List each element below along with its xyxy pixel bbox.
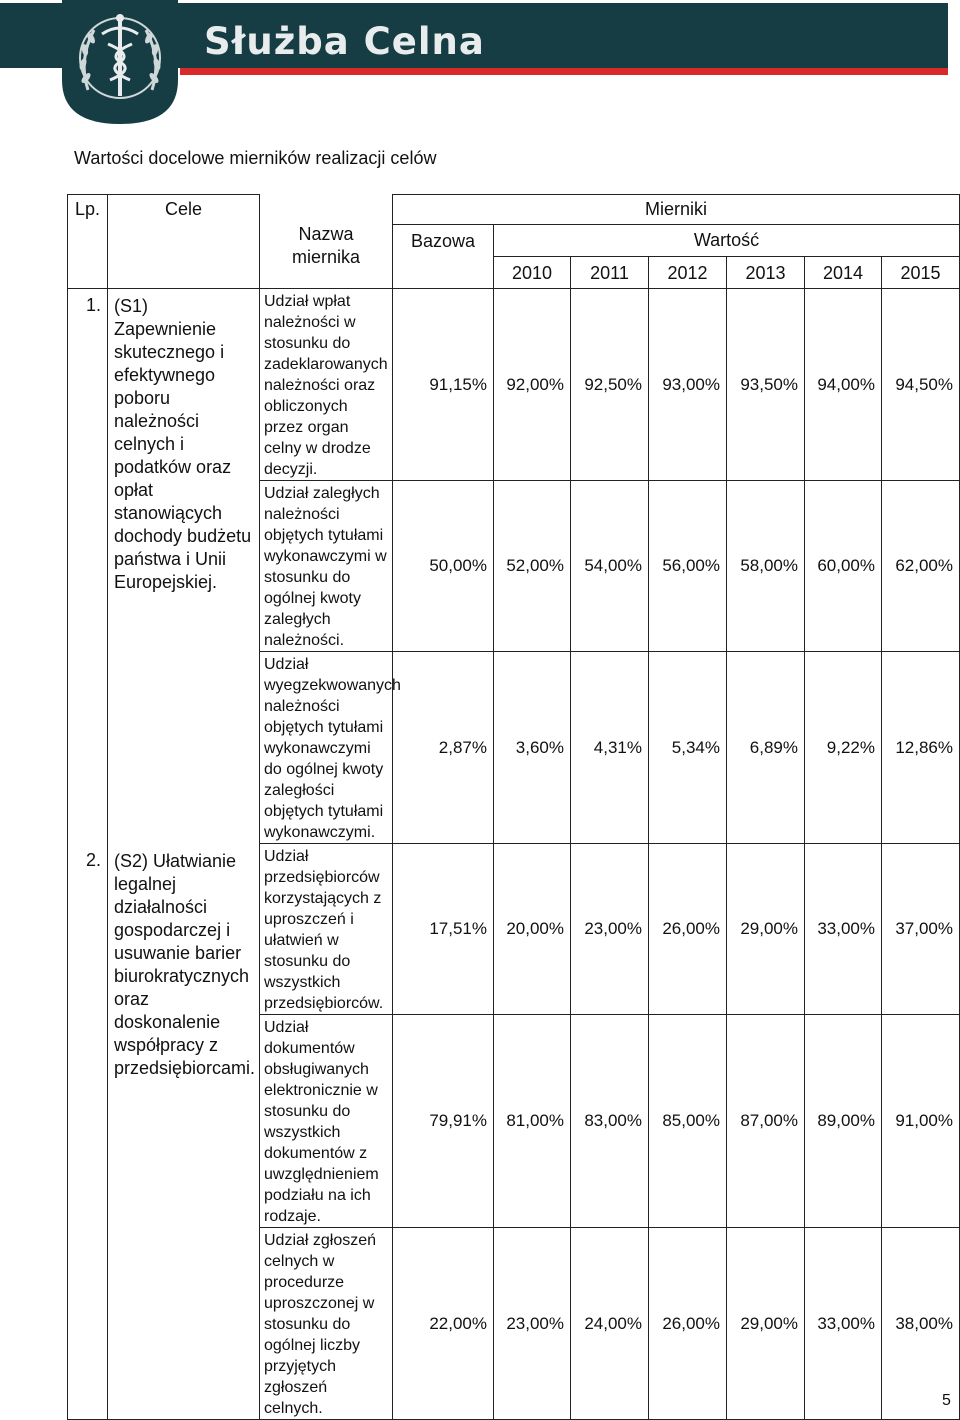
value-cell: 20,00% (494, 844, 571, 1015)
header-year: 2013 (727, 257, 805, 289)
header-year: 2011 (571, 257, 649, 289)
header-year: 2010 (494, 257, 571, 289)
header-bazowa: Bazowa (393, 225, 494, 289)
header-accent-line (180, 68, 948, 75)
brand-name: Służba Celna (204, 20, 485, 63)
header-nazwa-text: Nazwa miernika (291, 224, 361, 268)
table-row (68, 289, 960, 481)
header-wartosc: Wartość (494, 225, 960, 257)
document-title: Wartości docelowe mierników realizacji celów (74, 148, 437, 168)
value-cell: 87,00% (727, 1015, 805, 1228)
measure-name: Udział wpłat należności w stosunku do zadeklarowanych należności oraz obliczonych przez organ celny w drodze decyzji. (260, 289, 393, 481)
value-cell: 50,00% (393, 481, 494, 652)
header-year: 2014 (805, 257, 882, 289)
value-cell: 12,86% (882, 652, 960, 844)
goal-text: (S1) Zapewnienie skutecznego i efektywnego poboru należności celnych i podatków oraz opłat stanowiących dochody budżetu państwa i Unii Europejskiej. (108, 289, 260, 844)
value-cell: 52,00% (494, 481, 571, 652)
value-cell: 23,00% (494, 1228, 571, 1420)
page-number: 5 (942, 1392, 951, 1409)
value-cell: 91,00% (882, 1015, 960, 1228)
value-cell: 54,00% (571, 481, 649, 652)
goal-number: 2. (68, 844, 108, 1420)
value-cell: 60,00% (805, 481, 882, 652)
value-cell: 79,91% (393, 1015, 494, 1228)
measure-name: Udział zgłoszeń celnych w procedurze uproszczonej w stosunku do ogólnej liczby przyjętych zgłoszeń celnych. (260, 1228, 393, 1420)
measure-name: Udział wyegzekwowanych należności objętych tytułami wykonawczymi do ogólnej kwoty zaległości objętych tytułami wykonawczymi. (260, 652, 393, 844)
value-cell: 92,00% (494, 289, 571, 481)
value-cell: 62,00% (882, 481, 960, 652)
value-cell: 26,00% (649, 1228, 727, 1420)
value-cell: 29,00% (727, 844, 805, 1015)
value-cell: 24,00% (571, 1228, 649, 1420)
value-cell: 38,00% (882, 1228, 960, 1420)
page-header (0, 0, 960, 140)
header-nazwa-miernika (260, 195, 393, 289)
value-cell: 94,50% (882, 289, 960, 481)
value-cell: 23,00% (571, 844, 649, 1015)
measure-name: Udział zaległych należności objętych tytułami wykonawczymi w stosunku do ogólnej kwoty zaległych należności. (260, 481, 393, 652)
value-cell: 33,00% (805, 1228, 882, 1420)
goal-text: (S2) Ułatwianie legalnej działalności gospodarczej i usuwanie barier biurokratycznych oraz doskonalenie współpracy z przedsiębiorcami. (108, 844, 260, 1420)
table-row (68, 844, 960, 1015)
value-cell: 89,00% (805, 1015, 882, 1228)
header-cele: Cele (108, 195, 260, 289)
value-cell: 5,34% (649, 652, 727, 844)
value-cell: 22,00% (393, 1228, 494, 1420)
header-mierniki: Mierniki (393, 195, 960, 225)
value-cell: 2,87% (393, 652, 494, 844)
value-cell: 26,00% (649, 844, 727, 1015)
value-cell: 93,00% (649, 289, 727, 481)
value-cell: 37,00% (882, 844, 960, 1015)
value-cell: 29,00% (727, 1228, 805, 1420)
value-cell: 4,31% (571, 652, 649, 844)
value-cell: 81,00% (494, 1015, 571, 1228)
targets-table (67, 194, 960, 1420)
measure-name: Udział dokumentów obsługiwanych elektronicznie w stosunku do wszystkich dokumentów z uwzględnieniem podziału na ich rodzaje. (260, 1015, 393, 1228)
value-cell: 92,50% (571, 289, 649, 481)
value-cell: 94,00% (805, 289, 882, 481)
header-year: 2012 (649, 257, 727, 289)
value-cell: 17,51% (393, 844, 494, 1015)
value-cell: 85,00% (649, 1015, 727, 1228)
value-cell: 93,50% (727, 289, 805, 481)
value-cell: 91,15% (393, 289, 494, 481)
customs-caduceus-emblem-icon (58, 0, 182, 124)
value-cell: 9,22% (805, 652, 882, 844)
header-year: 2015 (882, 257, 960, 289)
value-cell: 83,00% (571, 1015, 649, 1228)
value-cell: 6,89% (727, 652, 805, 844)
header-lp: Lp. (68, 195, 108, 289)
value-cell: 3,60% (494, 652, 571, 844)
measure-name: Udział przedsiębiorców korzystających z uproszczeń i ułatwień w stosunku do wszystkich przedsiębiorców. (260, 844, 393, 1015)
value-cell: 33,00% (805, 844, 882, 1015)
value-cell: 56,00% (649, 481, 727, 652)
value-cell: 58,00% (727, 481, 805, 652)
goal-number: 1. (68, 289, 108, 844)
